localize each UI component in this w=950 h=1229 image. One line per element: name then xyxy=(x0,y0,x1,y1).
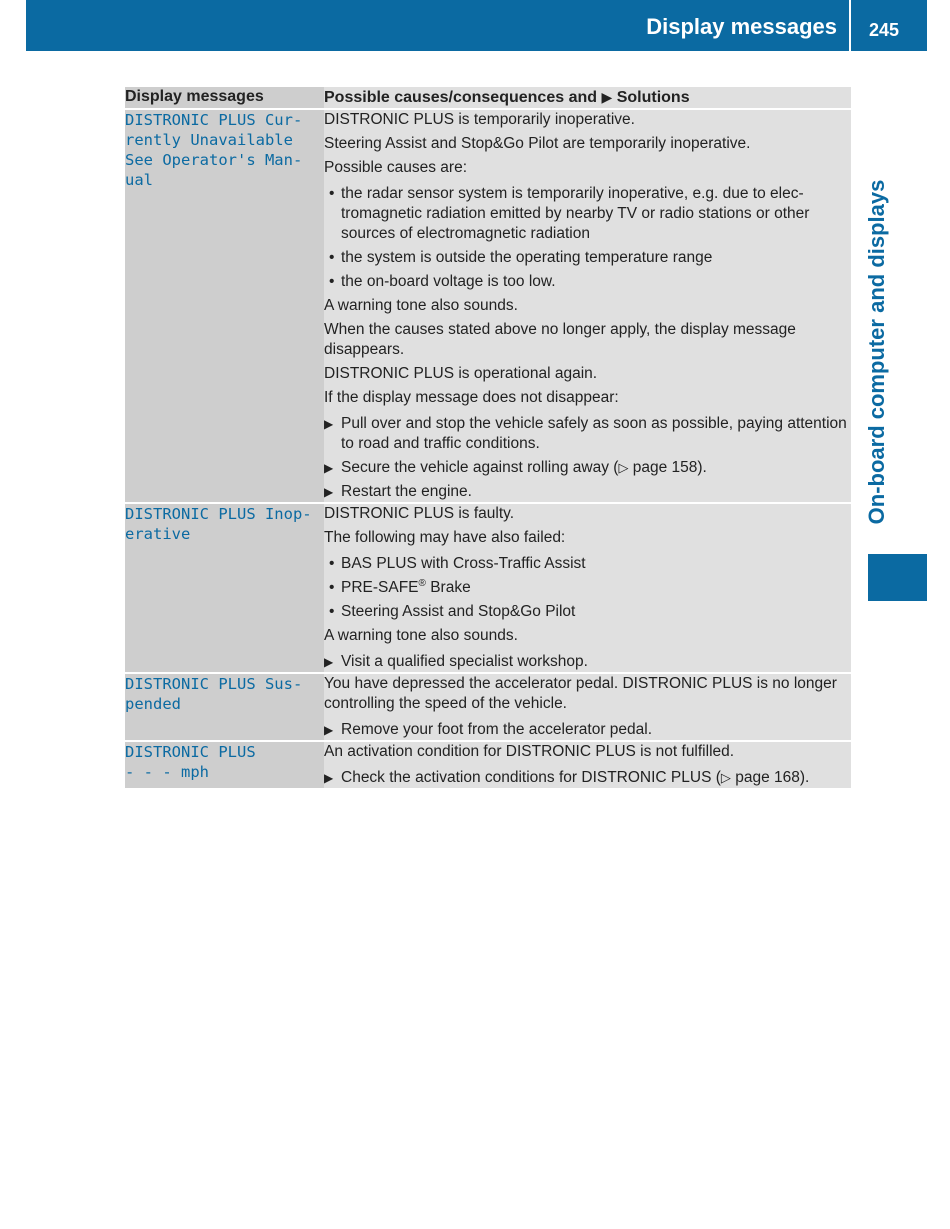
bullet-icon: • xyxy=(329,603,335,620)
bullet-icon: • xyxy=(329,579,335,596)
bullet-item xyxy=(324,272,851,292)
page-header xyxy=(26,0,927,51)
paragraph: Possible causes are: xyxy=(324,159,468,176)
paragraph: If the display message does not disappear: xyxy=(324,389,619,406)
bullet-icon: • xyxy=(329,555,335,572)
bullet-text: PRE-SAFE xyxy=(341,579,419,596)
action-text: Check the activation conditions for DISTRONIC PLUS ( xyxy=(341,769,721,786)
paragraph: DISTRONIC PLUS is operational again. xyxy=(324,365,598,382)
display-message-text xyxy=(125,109,324,503)
column-header-solutions-label: Solutions xyxy=(616,89,690,106)
display-message-text xyxy=(125,741,324,788)
action-step xyxy=(324,652,851,672)
action-text: Secure the vehicle against rolling away ( xyxy=(341,459,619,476)
action-arrow-icon: ▶ xyxy=(324,723,334,737)
message-line: erative xyxy=(125,525,191,543)
action-step xyxy=(324,768,851,788)
bullet-item xyxy=(324,578,851,598)
action-arrow-icon: ▶ xyxy=(324,655,334,669)
bullet-text: BAS PLUS with Cross-Traffic Assist xyxy=(341,555,586,572)
bullet-text: the on-board voltage is too low. xyxy=(341,273,556,290)
message-line: DISTRONIC PLUS xyxy=(125,743,256,761)
action-arrow-icon: ▶ xyxy=(324,485,334,499)
bullet-icon: • xyxy=(329,185,335,202)
bullet-text: Steering Assist and Stop&Go Pilot xyxy=(341,603,576,620)
page-reference-link[interactable]: page 158). xyxy=(628,459,707,476)
table-row xyxy=(125,741,851,788)
action-step xyxy=(324,458,851,478)
message-line: DISTRONIC PLUS Inop‐ xyxy=(125,505,312,523)
action-text: Restart the engine. xyxy=(341,483,472,500)
message-line: ual xyxy=(125,171,153,189)
chapter-side-label: On-board computer and displays xyxy=(864,179,889,525)
column-header-messages: Display messages xyxy=(125,87,324,109)
message-line: See Operator's Man‐ xyxy=(125,151,303,169)
page-ref-arrow-icon: ▷ xyxy=(720,770,731,785)
bullet-text: the system is outside the operating temperature range xyxy=(341,249,713,266)
paragraph: A warning tone also sounds. xyxy=(324,627,518,644)
action-arrow-icon: ▶ xyxy=(324,771,334,785)
action-arrow-icon: ▶ xyxy=(324,461,334,475)
paragraph: Steering Assist and Stop&Go Pilot are temporarily inoperative. xyxy=(324,135,751,152)
section-title: Display messages xyxy=(646,14,837,39)
bullet-item xyxy=(324,554,851,574)
bullet-icon: • xyxy=(329,273,335,290)
message-line: rently Unavailable xyxy=(125,131,293,149)
action-step xyxy=(324,482,851,502)
registered-mark: ® xyxy=(418,577,426,589)
paragraph: The following may have also failed: xyxy=(324,529,566,546)
bullet-item xyxy=(324,248,851,268)
display-messages-table xyxy=(125,87,851,788)
bullet-text-tail: Brake xyxy=(425,579,471,596)
action-arrow-icon: ▶ xyxy=(324,417,334,431)
paragraph: An activation condition for DISTRONIC PLUS is not fulfilled. xyxy=(324,743,735,760)
page-reference-link[interactable]: page 168). xyxy=(730,769,810,786)
header-divider xyxy=(849,0,851,51)
table-row xyxy=(125,673,851,741)
bullet-text: the radar sensor system is temporarily inoperative, e.g. due to elec‐tromagnetic radiation emitted by nearby TV or radio stations or other sources of electromagnetic radiation xyxy=(341,185,810,242)
action-text: Visit a qualified specialist workshop. xyxy=(341,653,588,670)
paragraph: A warning tone also sounds. xyxy=(324,297,518,314)
table-header-row xyxy=(125,87,851,109)
paragraph: DISTRONIC PLUS is temporarily inoperative. xyxy=(324,111,635,128)
chapter-tab-marker xyxy=(868,554,927,601)
bullet-icon: • xyxy=(329,249,335,266)
paragraph: You have depressed the accelerator pedal. DISTRONIC PLUS is no longer controlling the speed of the vehicle. xyxy=(324,675,837,712)
column-header-causes-label: Possible causes/consequences and xyxy=(324,89,598,106)
causes-solutions-cell xyxy=(324,109,851,503)
table-row xyxy=(125,503,851,673)
action-step xyxy=(324,720,851,740)
causes-solutions-cell xyxy=(324,673,851,741)
message-line: - - - mph xyxy=(125,763,209,781)
table-row xyxy=(125,109,851,503)
action-text: Remove your foot from the accelerator pedal. xyxy=(341,721,653,738)
message-line: DISTRONIC PLUS Sus‐ xyxy=(125,675,303,693)
causes-solutions-cell xyxy=(324,503,851,673)
paragraph: DISTRONIC PLUS is faulty. xyxy=(324,505,515,522)
message-line: DISTRONIC PLUS Cur‐ xyxy=(125,111,303,129)
message-line: pended xyxy=(125,695,181,713)
bullet-item xyxy=(324,184,851,244)
solution-arrow-icon: ▶ xyxy=(601,89,613,105)
action-text: Pull over and stop the vehicle safely as soon as possible, paying attention to road and traffic conditions. xyxy=(341,415,847,452)
column-header-causes xyxy=(324,87,851,109)
action-step xyxy=(324,414,851,454)
bullet-item xyxy=(324,602,851,622)
causes-solutions-cell xyxy=(324,741,851,788)
page-number: 245 xyxy=(868,20,899,40)
paragraph: When the causes stated above no longer apply, the display message disappears. xyxy=(324,321,796,358)
display-message-text xyxy=(125,503,324,673)
display-message-text xyxy=(125,673,324,741)
page-ref-arrow-icon: ▷ xyxy=(618,460,629,475)
